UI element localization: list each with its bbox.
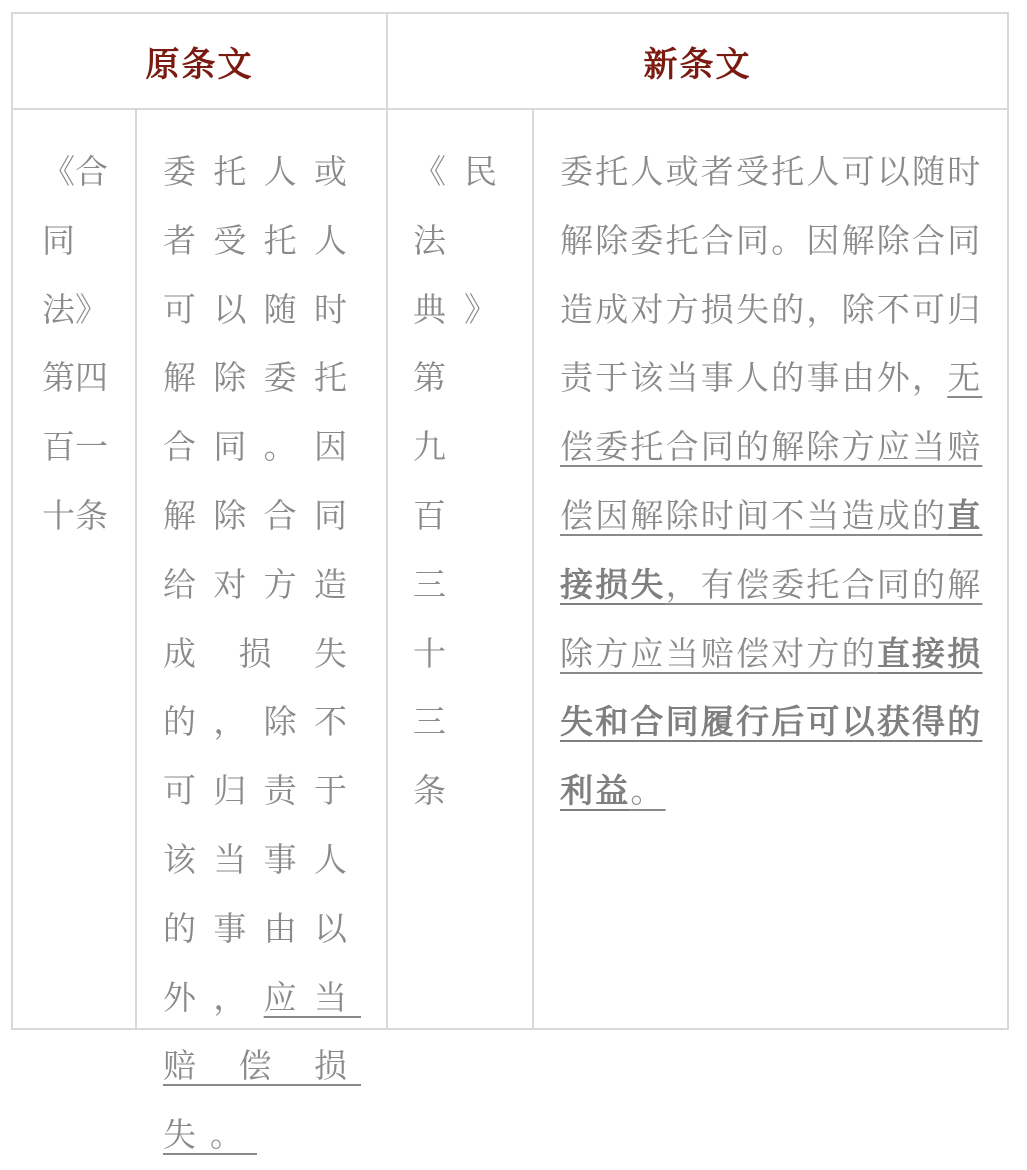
new-law-reference: 《民法典》第九百三十三条 [413, 152, 515, 811]
new-text-bold-2: 直接损失和合同履行后可以获得的利益 [560, 633, 983, 811]
original-text-underlined: 应当赔偿损失。 [163, 977, 362, 1155]
new-text-underlined-3: 。 [630, 771, 666, 811]
original-article-text [163, 138, 361, 1170]
new-text-bold-1: 直接损失 [560, 495, 983, 604]
header-new: 新条文 [643, 44, 752, 85]
table-header-row [13, 14, 1007, 110]
comparison-table [11, 12, 1009, 1155]
divider [532, 110, 534, 1028]
header-original: 原条文 [13, 14, 388, 108]
new-text-underlined-1: 无偿委托合同的解除方应当赔偿因解除时间不当造成的 [560, 358, 983, 535]
original-text-plain: 委托人或者受托人可以随时解除委托合同。因解除合同给对方造成损失的，除不可归责于该当事人的事由以外， [163, 152, 361, 1017]
new-article-text [560, 138, 992, 826]
divider [135, 110, 137, 1028]
new-text-underlined-2: ，有偿委托合同的解除方应当赔偿对方的 [560, 564, 983, 673]
new-text-plain: 委托人或者受托人可以随时解除委托合同。因解除合同造成对方损失的，除不可归责于该当事人的事由外， [560, 152, 983, 398]
divider [386, 110, 388, 1028]
original-law-reference: 《合同法》第四百一十条 [42, 152, 108, 535]
